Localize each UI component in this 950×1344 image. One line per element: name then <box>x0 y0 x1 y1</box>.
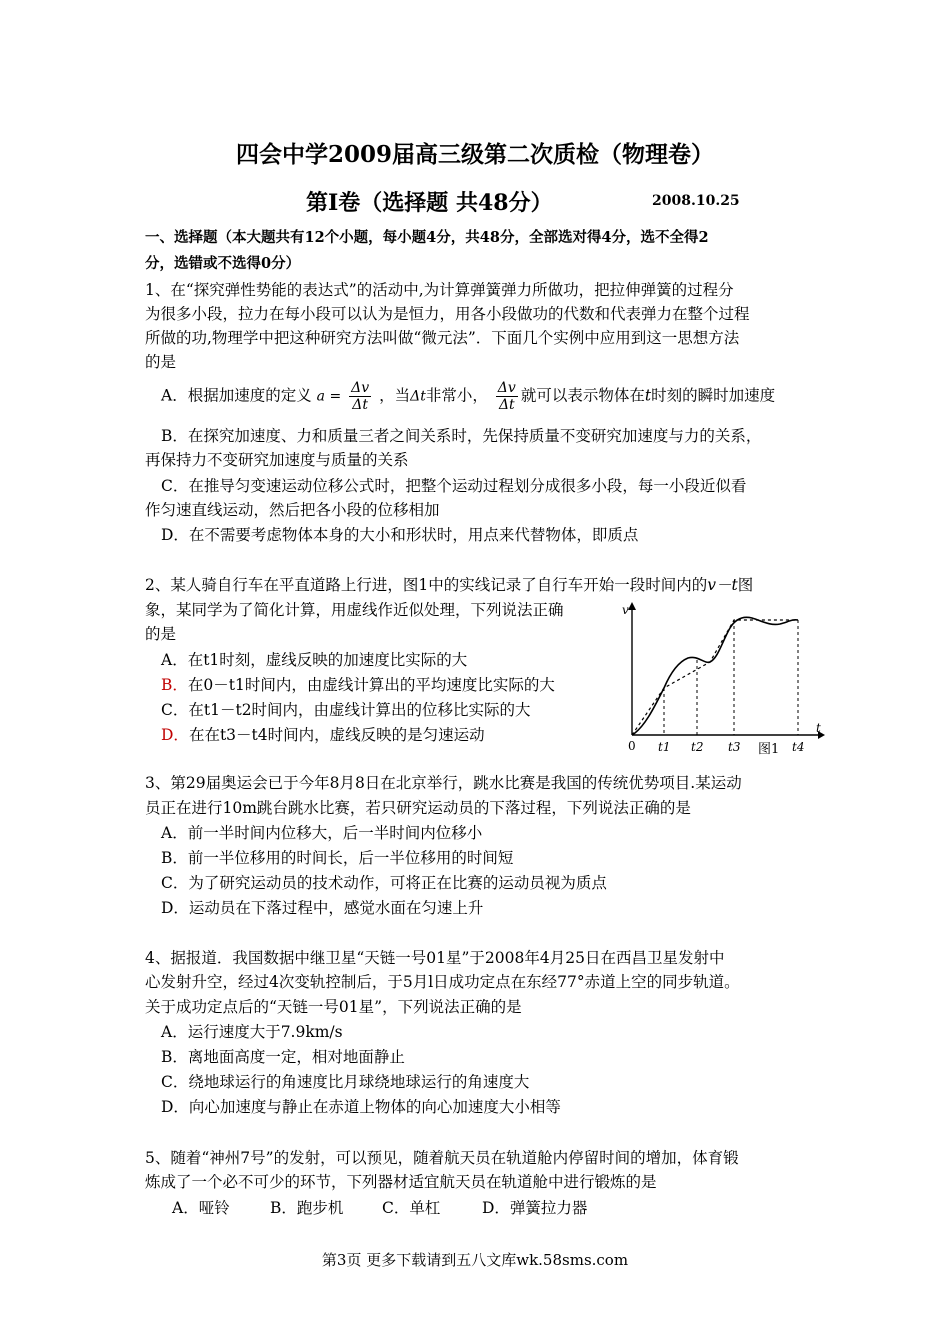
q1-option-b-line1: B．在探究加速度、力和质量三者之间关系时，先保持质量不变研究加速度与力的关系， <box>161 427 762 445</box>
q4-option-b: B．离地面高度一定，相对地面静止 <box>161 1048 405 1066</box>
q1-stem-line4: 的是 <box>145 353 177 371</box>
option-label: B． <box>161 676 188 694</box>
page-footer: 第3页 更多下载请到五八文库wk.58sms.com <box>321 1251 629 1269</box>
q2-stem1-text: 2、某人骑自行车在平直道路上行进，图1中的实线记录了自行车开始一段时间内的 <box>145 576 708 594</box>
q2-option-c <box>161 698 531 722</box>
option-text: 在在t3－t4时间内，虚线反映的是匀速运动 <box>188 726 485 744</box>
axis-t-label: t <box>816 721 821 735</box>
q1-stem-line1: 1、在“探究弹性势能的表达式”的活动中,为计算弹簧弹力所做功，把拉伸弹簧的过程分 <box>145 281 734 299</box>
q5-stem-line2: 炼成了一个必不可少的环节，下列器材适宜航天员在轨道舱中进行锻炼的是 <box>145 1173 657 1191</box>
q1-option-c-line1: C．在推导匀变速运动位移公式时，把整个运动过程划分成很多小段，每一小段近似看 <box>161 477 747 495</box>
fraction-denominator: Δt <box>352 397 368 413</box>
q1-a-fraction-2 <box>496 380 518 413</box>
q1-a-mid2: 非常小， <box>425 386 488 405</box>
origin-label: 0 <box>628 739 636 753</box>
figure-1-vt-graph <box>618 600 828 760</box>
q1-option-c-line2: 作匀速直线运动，然后把各小段的位移相加 <box>145 501 440 519</box>
q2-stem-line1 <box>145 573 753 597</box>
option-text: 在0－t1时间内，由虚线计算出的平均速度比实际的大 <box>187 676 555 694</box>
section-heading-line1: 一、选择题（本大题共有12个小题，每小题4分，共48分，全部选对得4分，选不全得2 <box>145 229 709 246</box>
q3-option-b: B．前一半位移用的时间长，后一半位移用的时间短 <box>161 849 514 867</box>
q4-option-d: D．向心加速度与静止在赤道上物体的向心加速度大小相等 <box>161 1098 561 1116</box>
q2-option-a <box>161 648 467 672</box>
q4-stem-line2: 心发射升空，经过4次变轨控制后，于5月l日成功定点在东经77°赤道上空的同步轨道。 <box>145 973 740 991</box>
page-title: 四会中学2009届高三级第二次质检（物理卷） <box>235 141 714 168</box>
tick-label-t2: t2 <box>691 740 704 754</box>
option-label: C． <box>161 701 189 719</box>
q1-option-a <box>161 380 775 413</box>
actual-velocity-curve <box>632 617 798 735</box>
q1-option-d: D．在不需要考虑物体本身的大小和形状时，用点来代替物体，即质点 <box>161 526 639 544</box>
q3-stem-line2: 员正在进行10m跳台跳水比赛，若只研究运动员的下落过程，下列说法正确的是 <box>145 799 691 817</box>
exam-date: 2008.10.25 <box>652 193 740 209</box>
fraction-numerator: Δv <box>497 380 516 396</box>
option-label: A． <box>161 651 188 669</box>
q2-option-d <box>161 723 485 747</box>
q5-option-d: D．弹簧拉力器 <box>482 1199 588 1217</box>
q5-option-a: A．哑铃 <box>172 1199 230 1217</box>
v-axis-arrow <box>628 602 636 610</box>
q1-a-prefix: A．根据加速度的定义 <box>161 386 312 405</box>
q4-stem-line3: 关于成功定点后的“天链一号01星”，下列说法正确的是 <box>145 998 522 1016</box>
q2-option-b <box>161 673 555 697</box>
fraction-denominator: Δt <box>498 397 515 413</box>
section-subtitle: 第Ⅰ卷（选择题 共48分） <box>306 190 553 216</box>
tick-label-t1: t1 <box>658 740 671 754</box>
q2-stem1-end: 图 <box>737 576 754 594</box>
tick-label-t3: t3 <box>728 740 741 754</box>
q1-a-mid1: ，当 <box>379 386 411 405</box>
q1-option-b-line2: 再保持力不变研究加速度与质量的关系 <box>145 451 409 469</box>
q3-option-a: A．前一半时间内位移大，后一半时间内位移小 <box>161 824 483 842</box>
q5-option-c: C．单杠 <box>382 1199 441 1217</box>
q2-stem-line2: 象，某同学为了简化计算，用虚线作近似处理，下列说法正确 <box>145 601 564 619</box>
q1-a-post: 时刻的瞬时加速度 <box>651 386 776 405</box>
option-text: 在t1时刻，虚线反映的加速度比实际的大 <box>187 651 468 669</box>
axis-v-label: v <box>622 603 629 617</box>
q1-a-fraction <box>349 380 371 413</box>
q1-a-lhs: a = <box>316 388 342 405</box>
q3-option-c: C．为了研究运动员的技术动作，可将正在比赛的运动员视为质点 <box>161 874 607 892</box>
option-text: 在t1－t2时间内，由虚线计算出的位移比实际的大 <box>188 701 531 719</box>
tick-label-t4: t4 <box>792 740 805 754</box>
q5-stem-line1: 5、随着“神州7号”的发射，可以预见，随着航天员在轨道舱内停留时间的增加，体育锻 <box>145 1149 739 1167</box>
q3-stem-line1: 3、第29届奥运会已于今年8月8日在北京举行，跳水比赛是我国的传统优势项目.某运动 <box>145 774 742 792</box>
q4-option-c: C．绕地球运行的角速度比月球绕地球运行的角速度大 <box>161 1073 530 1091</box>
q3-option-d: D．运动员在下落过程中，感觉水面在匀速上升 <box>161 899 484 917</box>
q4-option-a: A．运行速度大于7.9km/s <box>161 1023 343 1041</box>
q1-a-t: t <box>644 386 652 405</box>
option-label: D． <box>161 726 189 744</box>
section-heading-line2: 分，选错或不选得0分） <box>145 255 301 272</box>
approximation-dashed-line <box>632 620 798 735</box>
q1-a-mid3: 就可以表示物体在 <box>520 386 645 405</box>
q2-stem-line3: 的是 <box>145 625 177 643</box>
q1-stem-line2: 为很多小段，拉力在每小段可以认为是恒力，用各小段做功的代数和代表弹力在整个过程 <box>145 305 750 323</box>
q4-stem-line1: 4、据报道．我国数据中继卫星“天链一号01星”于2008年4月25日在西昌卫星发射中 <box>145 949 725 967</box>
figure-caption: 图1 <box>758 742 780 757</box>
q1-stem-line3: 所做的功,物理学中把这种研究方法叫做“微元法”．下面几个实例中应用到这一思想方法 <box>145 329 740 347</box>
fraction-numerator: Δv <box>351 380 370 396</box>
q5-option-b: B．跑步机 <box>270 1199 344 1217</box>
q2-vt-label: v－t <box>707 576 738 594</box>
q1-a-dt: Δt <box>410 388 426 405</box>
